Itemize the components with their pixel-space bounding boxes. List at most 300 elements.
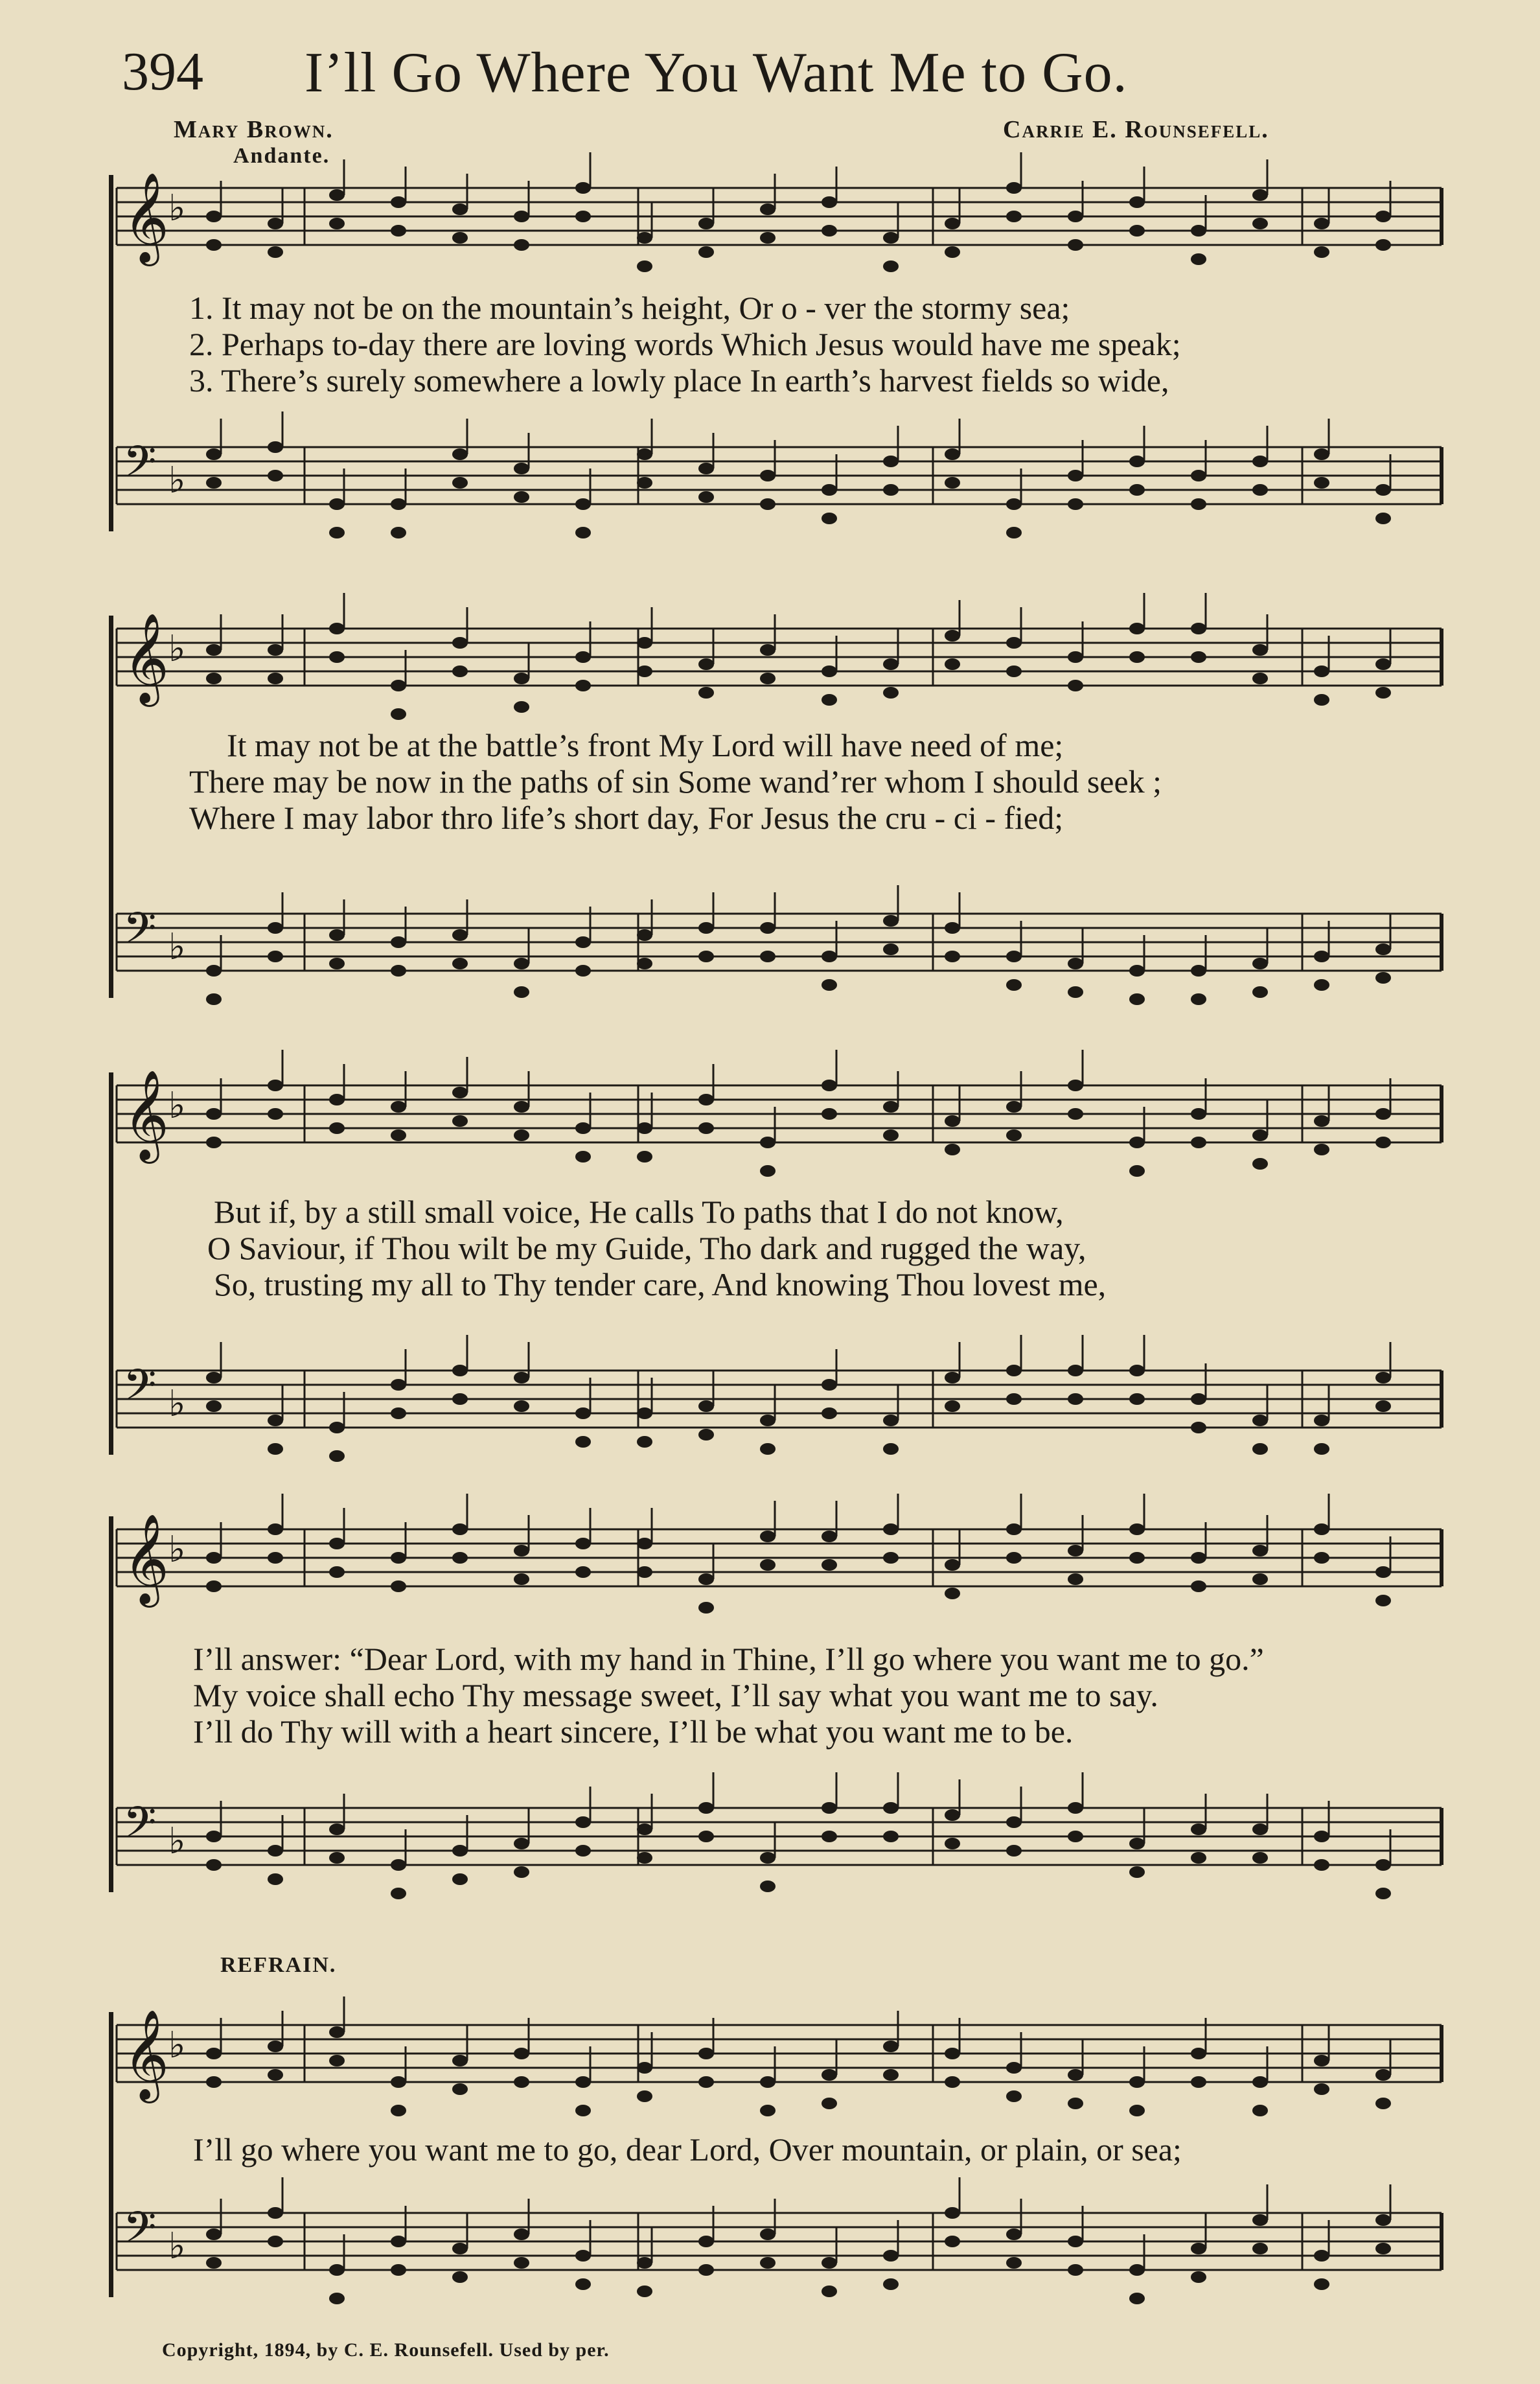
note-head <box>575 498 591 510</box>
note-head <box>1068 2069 1083 2081</box>
note-head <box>1252 1573 1268 1585</box>
note-head <box>945 2076 960 2088</box>
note-head <box>1068 1831 1083 1842</box>
note-head <box>1129 1838 1145 1849</box>
note-head <box>575 1816 591 1828</box>
treble-clef-icon: 𝄞 <box>123 1514 169 1604</box>
note-head <box>1314 1523 1329 1535</box>
note-head <box>391 1407 406 1419</box>
note-head <box>268 2069 283 2081</box>
lyricist-credit: Mary Brown. <box>174 116 334 143</box>
note-head <box>1314 218 1329 229</box>
note-head <box>391 1580 406 1592</box>
note-head <box>1129 993 1145 1005</box>
note-head <box>637 2062 652 2074</box>
note-head <box>1006 2062 1022 2074</box>
note-head <box>391 1859 406 1871</box>
note-head <box>698 658 714 670</box>
note-head <box>575 651 591 663</box>
note-head <box>883 484 899 496</box>
note-head <box>1375 1372 1391 1383</box>
note-head <box>452 1393 468 1405</box>
note-head <box>883 2069 899 2081</box>
note-head <box>329 1450 345 1462</box>
note-head <box>1252 1158 1268 1170</box>
note-head <box>637 1151 652 1163</box>
note-head <box>206 993 222 1005</box>
lyric-line: But if, by a still small voice, He calls To paths that I do not know, <box>214 1194 1064 1230</box>
note-head <box>1252 986 1268 998</box>
system-bracket-1 <box>109 175 113 531</box>
note-head <box>329 2264 345 2276</box>
note-head <box>1068 498 1083 510</box>
note-head <box>822 513 837 524</box>
note-head <box>760 951 776 962</box>
note-head <box>1314 665 1329 677</box>
note-head <box>514 2048 529 2059</box>
note-head <box>1252 1415 1268 1426</box>
note-head <box>206 2076 222 2088</box>
note-head <box>698 2236 714 2247</box>
note-head <box>698 246 714 258</box>
note-head <box>268 1552 283 1564</box>
bass-staff-system-5 <box>0 2200 1540 2297</box>
note-head <box>1006 637 1022 649</box>
note-head <box>1006 951 1022 962</box>
note-head <box>575 1538 591 1549</box>
treble-clef-icon: 𝄞 <box>123 1070 169 1160</box>
note-head <box>1068 2236 1083 2247</box>
note-head <box>452 1087 468 1098</box>
flat-icon: ♭ <box>168 1529 186 1571</box>
note-head <box>698 1429 714 1441</box>
lyric-line: My voice shall echo Thy message sweet, I’ll say what you want me to say. <box>193 1677 1158 1713</box>
tempo-marking: Andante. <box>233 144 330 168</box>
note-head <box>329 2293 345 2304</box>
flat-icon: ♭ <box>168 1085 186 1127</box>
flat-icon: ♭ <box>168 926 186 968</box>
note-head <box>637 1852 652 1864</box>
note-head <box>1006 527 1022 538</box>
note-head <box>1314 1415 1329 1426</box>
note-head <box>760 1852 776 1864</box>
system-bracket-4 <box>109 1516 113 1892</box>
note-head <box>452 2055 468 2066</box>
note-head <box>268 951 283 962</box>
treble-clef-icon: 𝄞 <box>123 613 169 703</box>
note-head <box>822 1080 837 1091</box>
note-head <box>1375 2098 1391 2109</box>
note-head <box>268 2236 283 2247</box>
note-head <box>760 1881 776 1892</box>
note-head <box>822 484 837 496</box>
note-head <box>1129 2293 1145 2304</box>
note-head <box>883 1443 899 1455</box>
note-head <box>1375 211 1391 222</box>
note-head <box>698 1400 714 1412</box>
note-head <box>637 1538 652 1549</box>
note-head <box>698 218 714 229</box>
note-head <box>391 2076 406 2088</box>
note-head <box>760 673 776 684</box>
note-head <box>1129 2105 1145 2116</box>
note-head <box>575 965 591 977</box>
note-head <box>452 1365 468 1376</box>
note-head <box>698 2264 714 2276</box>
note-head <box>1314 694 1329 706</box>
note-head <box>1006 1816 1022 1828</box>
note-head <box>945 1588 960 1599</box>
note-head <box>1006 2228 1022 2240</box>
note-head <box>760 2257 776 2269</box>
note-head <box>945 1809 960 1821</box>
note-head <box>1191 498 1206 510</box>
note-head <box>452 929 468 941</box>
note-head <box>822 1531 837 1542</box>
note-head <box>637 232 652 244</box>
note-head <box>1068 1108 1083 1120</box>
note-head <box>883 1552 899 1564</box>
bass-clef-icon: 𝄢 <box>123 903 157 964</box>
note-head <box>883 943 899 955</box>
note-head <box>391 936 406 948</box>
note-head <box>637 1823 652 1835</box>
note-head <box>822 196 837 208</box>
note-head <box>883 1129 899 1141</box>
note-head <box>575 211 591 222</box>
note-head <box>822 1108 837 1120</box>
lyric-line: 1. It may not be on the mountain’s height, Or o - ver the stormy sea; <box>189 290 1070 326</box>
note-head <box>268 673 283 684</box>
note-head <box>1314 1115 1329 1127</box>
note-head <box>391 1129 406 1141</box>
note-head <box>575 182 591 194</box>
note-head <box>452 1115 468 1127</box>
note-head <box>206 1552 222 1564</box>
lyric-line: I’ll do Thy will with a heart sincere, I’ll be what you want me to be. <box>193 1713 1074 1750</box>
note-head <box>514 1866 529 1878</box>
note-head <box>268 922 283 934</box>
note-head <box>1006 665 1022 677</box>
note-head <box>760 1443 776 1455</box>
system-bracket-5 <box>109 2012 113 2297</box>
note-head <box>883 1831 899 1842</box>
note-head <box>268 1415 283 1426</box>
note-head <box>1314 477 1329 489</box>
note-head <box>1314 2278 1329 2290</box>
note-head <box>1314 1144 1329 1155</box>
note-head <box>575 2105 591 2116</box>
note-head <box>1191 1580 1206 1592</box>
note-head <box>883 1101 899 1113</box>
note-head <box>452 637 468 649</box>
note-head <box>1191 1852 1206 1864</box>
note-head <box>698 1122 714 1134</box>
note-head <box>452 1845 468 1857</box>
note-head <box>391 2105 406 2116</box>
note-head <box>1191 2271 1206 2283</box>
lyric-line: So, trusting my all to Thy tender care, And knowing Thou lovest me, <box>214 1266 1107 1302</box>
flat-icon: ♭ <box>168 628 186 670</box>
note-head <box>452 1873 468 1885</box>
note-head <box>452 665 468 677</box>
note-head <box>637 1122 652 1134</box>
note-head <box>822 2069 837 2081</box>
note-head <box>1129 2264 1145 2276</box>
note-head <box>945 1144 960 1155</box>
note-head <box>1314 2250 1329 2262</box>
note-head <box>452 2243 468 2254</box>
note-head <box>637 2090 652 2102</box>
note-head <box>698 922 714 934</box>
note-head <box>206 1580 222 1592</box>
note-head <box>760 1137 776 1148</box>
note-head <box>1375 1595 1391 1606</box>
note-head <box>1252 644 1268 656</box>
note-head <box>1068 1393 1083 1405</box>
lyric-line: I’ll answer: “Dear Lord, with my hand in Thine, I’ll go where you want me to go.” <box>193 1641 1264 1677</box>
note-head <box>637 477 652 489</box>
note-head <box>760 2076 776 2088</box>
note-head <box>945 630 960 642</box>
note-head <box>1006 979 1022 991</box>
flat-icon: ♭ <box>168 1383 186 1425</box>
treble-clef-icon: 𝄞 <box>123 2009 169 2100</box>
note-head <box>1375 239 1391 251</box>
note-head <box>268 218 283 229</box>
lyric-line: I’ll go where you want me to go, dear Lord, Over mountain, or plain, or sea; <box>193 2131 1182 2168</box>
note-head <box>514 1545 529 1557</box>
note-head <box>1191 2076 1206 2088</box>
note-head <box>391 680 406 691</box>
bass-clef-icon: 𝄢 <box>123 2203 157 2263</box>
note-head <box>1314 1859 1329 1871</box>
note-head <box>391 498 406 510</box>
note-head <box>452 1523 468 1535</box>
note-head <box>514 673 529 684</box>
note-head <box>945 1838 960 1849</box>
note-head <box>698 951 714 962</box>
note-head <box>391 965 406 977</box>
note-head <box>637 448 652 460</box>
note-head <box>329 189 345 201</box>
note-head <box>822 665 837 677</box>
note-head <box>1068 1545 1083 1557</box>
note-head <box>1252 1545 1268 1557</box>
note-head <box>698 1802 714 1814</box>
note-head <box>637 260 652 272</box>
note-head <box>883 2250 899 2262</box>
note-head <box>1191 225 1206 237</box>
note-head <box>1252 1852 1268 1864</box>
note-head <box>1375 1566 1391 1578</box>
note-head <box>1314 448 1329 460</box>
note-head <box>514 1372 529 1383</box>
note-head <box>575 1407 591 1419</box>
note-head <box>945 1115 960 1127</box>
note-head <box>1191 1108 1206 1120</box>
note-head <box>883 658 899 670</box>
note-head <box>206 448 222 460</box>
note-head <box>1252 2214 1268 2226</box>
note-head <box>760 1415 776 1426</box>
note-head <box>206 1372 222 1383</box>
note-head <box>1252 1823 1268 1835</box>
note-head <box>822 979 837 991</box>
flat-icon: ♭ <box>168 1820 186 1862</box>
note-head <box>268 470 283 481</box>
note-head <box>1252 1443 1268 1455</box>
note-head <box>698 1094 714 1105</box>
note-head <box>1068 1573 1083 1585</box>
note-head <box>1252 2105 1268 2116</box>
note-head <box>1375 1888 1391 1899</box>
note-head <box>1314 1443 1329 1455</box>
note-head <box>822 2286 837 2297</box>
note-head <box>206 239 222 251</box>
note-head <box>206 644 222 656</box>
note-head <box>514 491 529 503</box>
note-head <box>1191 1422 1206 1433</box>
note-head <box>945 2236 960 2247</box>
note-head <box>1129 456 1145 467</box>
note-head <box>1129 196 1145 208</box>
note-head <box>391 1379 406 1391</box>
note-head <box>1191 470 1206 481</box>
note-head <box>1375 484 1391 496</box>
note-head <box>575 1436 591 1448</box>
bass-staff-system-3 <box>0 1358 1540 1455</box>
note-head <box>575 1566 591 1578</box>
copyright-notice: Copyright, 1894, by C. E. Rounsefell. Used by per. <box>162 2339 610 2361</box>
note-head <box>1068 2098 1083 2109</box>
note-head <box>760 922 776 934</box>
note-head <box>1314 1831 1329 1842</box>
note-head <box>329 2055 345 2066</box>
note-head <box>1006 1552 1022 1564</box>
note-head <box>945 448 960 460</box>
note-head <box>391 1552 406 1564</box>
note-head <box>760 1531 776 1542</box>
note-head <box>391 1888 406 1899</box>
note-head <box>329 218 345 229</box>
note-head <box>514 1573 529 1585</box>
note-head <box>514 2228 529 2240</box>
note-head <box>514 211 529 222</box>
note-head <box>1129 623 1145 634</box>
note-head <box>637 1407 652 1419</box>
note-head <box>575 1122 591 1134</box>
note-head <box>452 448 468 460</box>
note-head <box>1375 1137 1391 1148</box>
note-head <box>1006 498 1022 510</box>
note-head <box>575 2250 591 2262</box>
note-head <box>1129 225 1145 237</box>
note-head <box>329 1422 345 1433</box>
note-head <box>1006 211 1022 222</box>
note-head <box>698 1602 714 1614</box>
flat-icon: ♭ <box>168 2024 186 2066</box>
note-head <box>1314 1552 1329 1564</box>
lyric-line: Where I may labor thro life’s short day, For Jesus the cru - ci - fied; <box>189 800 1064 836</box>
note-head <box>822 2098 837 2109</box>
lyric-line: 3. There’s surely somewhere a lowly place In earth’s harvest fields so wide, <box>189 362 1169 399</box>
note-head <box>883 1802 899 1814</box>
note-head <box>760 1559 776 1571</box>
note-head <box>698 2048 714 2059</box>
note-head <box>206 1831 222 1842</box>
note-head <box>1129 1866 1145 1878</box>
flat-icon: ♭ <box>168 459 186 502</box>
bass-staff-system-1 <box>0 434 1540 531</box>
note-head <box>698 491 714 503</box>
note-head <box>945 477 960 489</box>
note-head <box>637 1566 652 1578</box>
note-head <box>268 2207 283 2219</box>
refrain-label: REFRAIN. <box>220 1953 337 1977</box>
note-head <box>883 915 899 927</box>
note-head <box>514 463 529 474</box>
note-head <box>1252 456 1268 467</box>
note-head <box>268 1845 283 1857</box>
note-head <box>206 965 222 977</box>
note-head <box>760 498 776 510</box>
note-head <box>883 260 899 272</box>
note-head <box>1129 1137 1145 1148</box>
treble-staff-system-1 <box>0 172 1540 272</box>
note-head <box>391 708 406 720</box>
note-head <box>1068 211 1083 222</box>
note-head <box>1252 673 1268 684</box>
note-head <box>1006 1129 1022 1141</box>
note-head <box>391 2264 406 2276</box>
note-head <box>206 1137 222 1148</box>
note-head <box>945 1400 960 1412</box>
note-head <box>945 658 960 670</box>
note-head <box>1068 680 1083 691</box>
note-head <box>575 2076 591 2088</box>
hymn-number: 394 <box>122 41 203 102</box>
note-head <box>883 232 899 244</box>
note-head <box>945 246 960 258</box>
note-head <box>514 1400 529 1412</box>
note-head <box>1006 2257 1022 2269</box>
note-head <box>883 2278 899 2290</box>
note-head <box>1129 1552 1145 1564</box>
bass-clef-icon: 𝄢 <box>123 1798 157 1858</box>
note-head <box>329 1094 345 1105</box>
note-head <box>1068 239 1083 251</box>
note-head <box>822 2257 837 2269</box>
note-head <box>1252 2243 1268 2254</box>
note-head <box>391 196 406 208</box>
note-head <box>452 958 468 969</box>
note-head <box>822 1831 837 1842</box>
note-head <box>1191 1823 1206 1835</box>
treble-clef-icon: 𝄞 <box>123 172 169 262</box>
note-head <box>945 2207 960 2219</box>
note-head <box>822 225 837 237</box>
note-head <box>883 1523 899 1535</box>
note-head <box>637 665 652 677</box>
note-head <box>391 225 406 237</box>
note-head <box>1006 1393 1022 1405</box>
note-head <box>329 1823 345 1835</box>
note-head <box>1068 2264 1083 2276</box>
note-head <box>575 936 591 948</box>
note-head <box>760 2105 776 2116</box>
note-head <box>760 232 776 244</box>
